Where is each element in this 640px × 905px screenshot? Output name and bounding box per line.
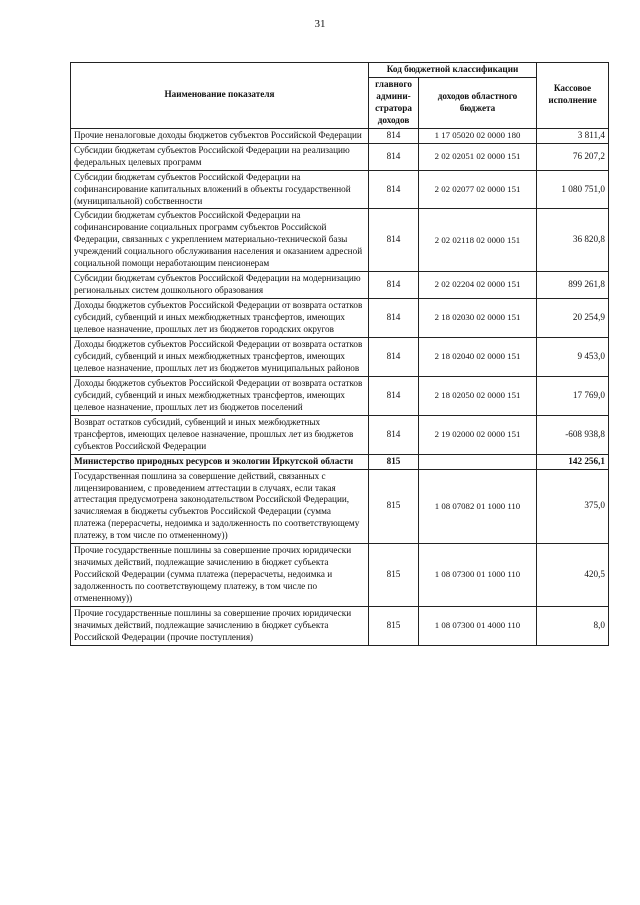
row-budget-code: 2 02 02204 02 0000 151: [419, 272, 537, 299]
row-admin-code: 814: [369, 272, 419, 299]
row-name: Возврат остатков субсидий, субвенций и иных межбюджетных трансфертов, имеющих целевое назначение, прошлых лет из бюджетов субъектов Российской Федерации: [71, 415, 369, 454]
row-admin-code: 815: [369, 469, 419, 544]
table-row: [71, 376, 609, 415]
row-amount: 3 811,4: [537, 128, 609, 143]
table-row: [71, 454, 609, 469]
row-budget-code: 1 08 07300 01 1000 110: [419, 544, 537, 607]
row-amount: 375,0: [537, 469, 609, 544]
row-admin-code: 814: [369, 299, 419, 338]
row-budget-code: 2 18 02030 02 0000 151: [419, 299, 537, 338]
header-indicator: Наименование показателя: [71, 63, 369, 129]
table-row: [71, 128, 609, 143]
row-name: Субсидии бюджетам субъектов Российской Федерации на софинансирование социальных программ субъектов Российской Федерации, связанных с укреплением материально-технической базы учреждений социального обслуживания населения и оказанием адресной социальной помощи неработающим пенсионерам: [71, 209, 369, 272]
row-amount: 36 820,8: [537, 209, 609, 272]
row-name: Доходы бюджетов субъектов Российской Федерации от возврата остатков субсидий, субвенций и иных межбюджетных трансфертов, имеющих целевое назначение, прошлых лет из бюджетов городских округов: [71, 299, 369, 338]
table-row: [71, 469, 609, 544]
header-main-administrator: главного админи-стратора доходов: [369, 77, 419, 128]
header-classification-code: Код бюджетной классификации: [369, 63, 537, 78]
row-budget-code: 2 18 02050 02 0000 151: [419, 376, 537, 415]
budget-table: [70, 62, 609, 646]
row-admin-code: 815: [369, 544, 419, 607]
row-name: Прочие неналоговые доходы бюджетов субъектов Российской Федерации: [71, 128, 369, 143]
row-amount: 17 769,0: [537, 376, 609, 415]
table-row: [71, 415, 609, 454]
table-row: [71, 299, 609, 338]
row-budget-code: 2 02 02118 02 0000 151: [419, 209, 537, 272]
row-amount: 20 254,9: [537, 299, 609, 338]
row-amount: 142 256,1: [537, 454, 609, 469]
table-row: [71, 338, 609, 377]
table-row: [71, 143, 609, 170]
header-cash-execution: Кассовое исполнение: [537, 63, 609, 129]
row-amount: 1 080 751,0: [537, 170, 609, 209]
row-budget-code: 2 02 02077 02 0000 151: [419, 170, 537, 209]
row-amount: 76 207,2: [537, 143, 609, 170]
row-admin-code: 815: [369, 454, 419, 469]
row-name: Государственная пошлина за совершение действий, связанных с лицензированием, с проведением аттестации в случаях, если такая аттестация предусмотрена законодательством Российской Федерации, зачисляемая в бюджеты субъектов Российской Федерации (сумма платежа (перерасчеты, недоимка и задолженность по соответствующему платежу, в том числе по отмененному)): [71, 469, 369, 544]
header-regional-income: доходов областного бюджета: [419, 77, 537, 128]
row-budget-code: 2 02 02051 02 0000 151: [419, 143, 537, 170]
table-row: [71, 544, 609, 607]
table-row: [71, 170, 609, 209]
row-amount: 8,0: [537, 607, 609, 646]
table-body: [71, 128, 609, 645]
row-budget-code: 2 19 02000 02 0000 151: [419, 415, 537, 454]
row-admin-code: 814: [369, 338, 419, 377]
table-row: [71, 607, 609, 646]
row-name: Прочие государственные пошлины за совершение прочих юридически значимых действий, подлежащие зачислению в бюджет субъекта Российской Федерации (сумма платежа (перерасчеты, недоимка и задолженность по соответствующему платежу, в том числе по отмененному)): [71, 544, 369, 607]
table-row: [71, 272, 609, 299]
row-name: Доходы бюджетов субъектов Российской Федерации от возврата остатков субсидий, субвенций и иных межбюджетных трансфертов, имеющих целевое назначение, прошлых лет из бюджетов муниципальных районов: [71, 338, 369, 377]
row-name: Субсидии бюджетам субъектов Российской Федерации на софинансирование капитальных вложений в объекты государственной (муниципальной) собственности: [71, 170, 369, 209]
row-admin-code: 814: [369, 128, 419, 143]
row-amount: -608 938,8: [537, 415, 609, 454]
row-amount: 899 261,8: [537, 272, 609, 299]
row-admin-code: 814: [369, 143, 419, 170]
row-admin-code: 814: [369, 376, 419, 415]
table-row: [71, 209, 609, 272]
row-amount: 420,5: [537, 544, 609, 607]
row-budget-code: 1 17 05020 02 0000 180: [419, 128, 537, 143]
row-amount: 9 453,0: [537, 338, 609, 377]
row-name: Министерство природных ресурсов и экологии Иркутской области: [71, 454, 369, 469]
row-name: Прочие государственные пошлины за совершение прочих юридически значимых действий, подлежащие зачислению в бюджет субъекта Российской Федерации (прочие поступления): [71, 607, 369, 646]
row-admin-code: 814: [369, 209, 419, 272]
page-number: 31: [314, 18, 326, 30]
row-budget-code: 2 18 02040 02 0000 151: [419, 338, 537, 377]
row-admin-code: 814: [369, 170, 419, 209]
row-name: Субсидии бюджетам субъектов Российской Федерации на реализацию федеральных целевых программ: [71, 143, 369, 170]
row-budget-code: 1 08 07300 01 4000 110: [419, 607, 537, 646]
row-name: Доходы бюджетов субъектов Российской Федерации от возврата остатков субсидий, субвенций и иных межбюджетных трансфертов, имеющих целевое назначение, прошлых лет из бюджетов поселений: [71, 376, 369, 415]
row-admin-code: 815: [369, 607, 419, 646]
row-budget-code: [419, 454, 537, 469]
row-budget-code: 1 08 07082 01 1000 110: [419, 469, 537, 544]
row-name: Субсидии бюджетам субъектов Российской Федерации на модернизацию региональных систем дошкольного образования: [71, 272, 369, 299]
row-admin-code: 814: [369, 415, 419, 454]
